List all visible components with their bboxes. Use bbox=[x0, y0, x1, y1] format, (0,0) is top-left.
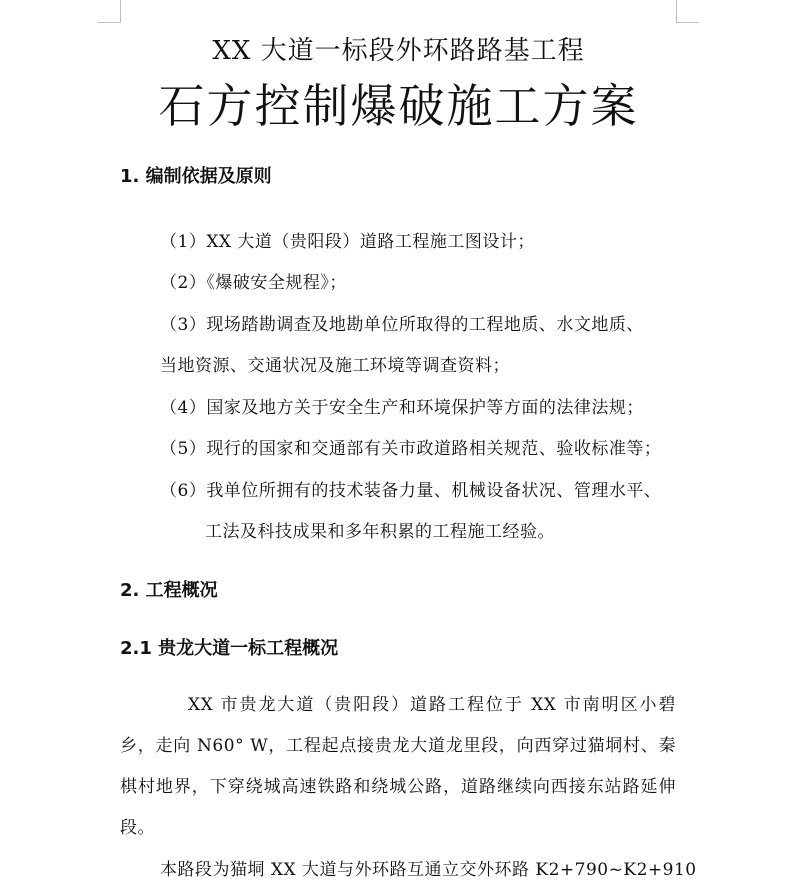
paragraph-1: XX 市贵龙大道（贵阳段）道路工程位于 XX 市南明区小碧乡，走向 N60° W，工程起点接贵龙大道龙里段，向西穿过猫垌村、秦棋村地界，下穿绕城高速铁路和绕城公路，道路继续向西接东站路延伸段。 bbox=[120, 695, 676, 838]
document-title-line1: XX 大道一标段外环路路基工程 bbox=[212, 36, 585, 66]
section1-item-6-cont: 工法及科技成果和多年积累的工程施工经验。 bbox=[205, 522, 555, 542]
section2-heading: 2. 工程概况 bbox=[120, 580, 218, 601]
section1-item-3: （3）现场踏勘调查及地勘单位所取得的工程地质、水文地质、 bbox=[160, 315, 644, 335]
crop-mark-top-left bbox=[98, 0, 121, 23]
section2-1-heading: 2.1 贵龙大道一标工程概况 bbox=[120, 638, 339, 659]
crop-mark-top-right bbox=[676, 0, 699, 23]
document-title-line2: 石方控制爆破施工方案 bbox=[158, 79, 639, 133]
section1-item-1: （1）XX 大道（贵阳段）道路工程施工图设计； bbox=[160, 232, 535, 252]
project-overview-paragraph bbox=[120, 685, 676, 849]
section1-item-2: （2）《爆破安全规程》； bbox=[160, 273, 347, 293]
section1-item-3-cont: 当地资源、交通状况及施工环境等调查资料； bbox=[160, 356, 510, 376]
section1-item-6: （6）我单位所拥有的技术装备力量、机械设备状况、管理水平、 bbox=[160, 481, 662, 501]
section1-heading: 1. 编制依据及原则 bbox=[120, 166, 272, 187]
paragraph-2-container bbox=[120, 850, 697, 891]
paragraph-2: 本路段为猫垌 XX 大道与外环路互通立交外环路 K2+790~K2+910 bbox=[160, 860, 697, 880]
section1-item-5: （5）现行的国家和交通部有关市政道路相关规范、验收标准等； bbox=[160, 439, 662, 459]
section1-item-4: （4）国家及地方关于安全生产和环境保护等方面的法律法规； bbox=[160, 398, 644, 418]
